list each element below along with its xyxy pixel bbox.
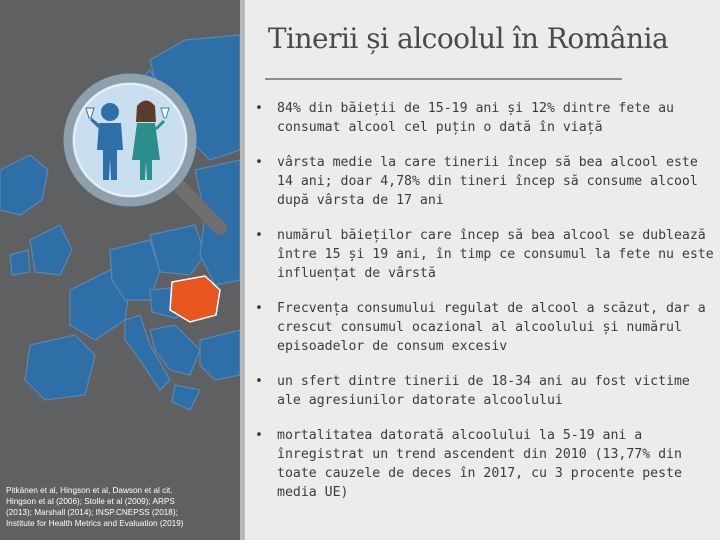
bullet-item	[255, 299, 717, 356]
slide-title: Tinerii și alcoolul în România	[267, 22, 669, 55]
bullet-dot-icon: •	[255, 301, 263, 316]
bullet-dot-icon: •	[255, 228, 263, 243]
map-country-romania-highlight	[170, 276, 220, 322]
panel-divider	[240, 0, 245, 540]
map-country-poland	[150, 225, 205, 275]
bullet-item	[255, 226, 717, 283]
map-country-turkey	[200, 330, 240, 380]
map-country-iberia	[25, 335, 95, 400]
bullet-text: numărul băieților care încep să bea alcool se dublează între 15 și 19 ani, în timp ce consumul la fete nu este influențat de vârstă	[277, 228, 714, 281]
bullet-item	[255, 99, 717, 137]
left-image-panel	[0, 0, 240, 540]
bullet-dot-icon: •	[255, 428, 263, 443]
europe-map	[0, 0, 240, 540]
bullet-text: mortalitatea datorată alcoolului la 5-19 ani a înregistrat un trend ascendent din 2010 (13,77% din toate cauzele de deces în 2017, cu 3 procente peste media UE)	[277, 428, 682, 500]
map-country-uk	[30, 225, 72, 275]
bullet-item	[255, 153, 717, 210]
map-country-greece	[172, 385, 200, 410]
bullet-dot-icon: •	[255, 374, 263, 389]
bullet-item	[255, 372, 717, 410]
citation-text: Pitkänen et al, Hingson et al, Dawson et al cit. Hingson et al (2006); Stolle et al (2009); ARPS (2013); Marshall (2014); INSP.CNEPSS (2018); Institute for Health Metrics and Evaluation (2019)	[6, 486, 184, 528]
bullet-text: 84% din băieții de 15-19 ani și 12% dintre fete au consumat alcool cel puțin o dată în viață	[277, 101, 674, 135]
bullet-text: vârsta medie la care tinerii încep să bea alcool este 14 ani; doar 4,78% din tineri încep să consume alcool după vârsta de 17 ani	[277, 155, 698, 208]
bullet-dot-icon: •	[255, 155, 263, 170]
map-country-iceland	[0, 155, 48, 215]
bullet-list	[255, 99, 717, 518]
map-country-ireland	[10, 250, 30, 275]
bullet-item	[255, 426, 717, 502]
title-underline	[265, 78, 622, 80]
bullet-text: Frecvența consumului regulat de alcool a scăzut, dar a crescut consumul ocazional al alcoolului și numărul episoadelor de consum excesiv	[277, 301, 706, 354]
bullet-text: un sfert dintre tinerii de 18-34 ani au fost victime ale agresiunilor datorate alcoolului	[277, 374, 690, 408]
bullet-dot-icon: •	[255, 101, 263, 116]
